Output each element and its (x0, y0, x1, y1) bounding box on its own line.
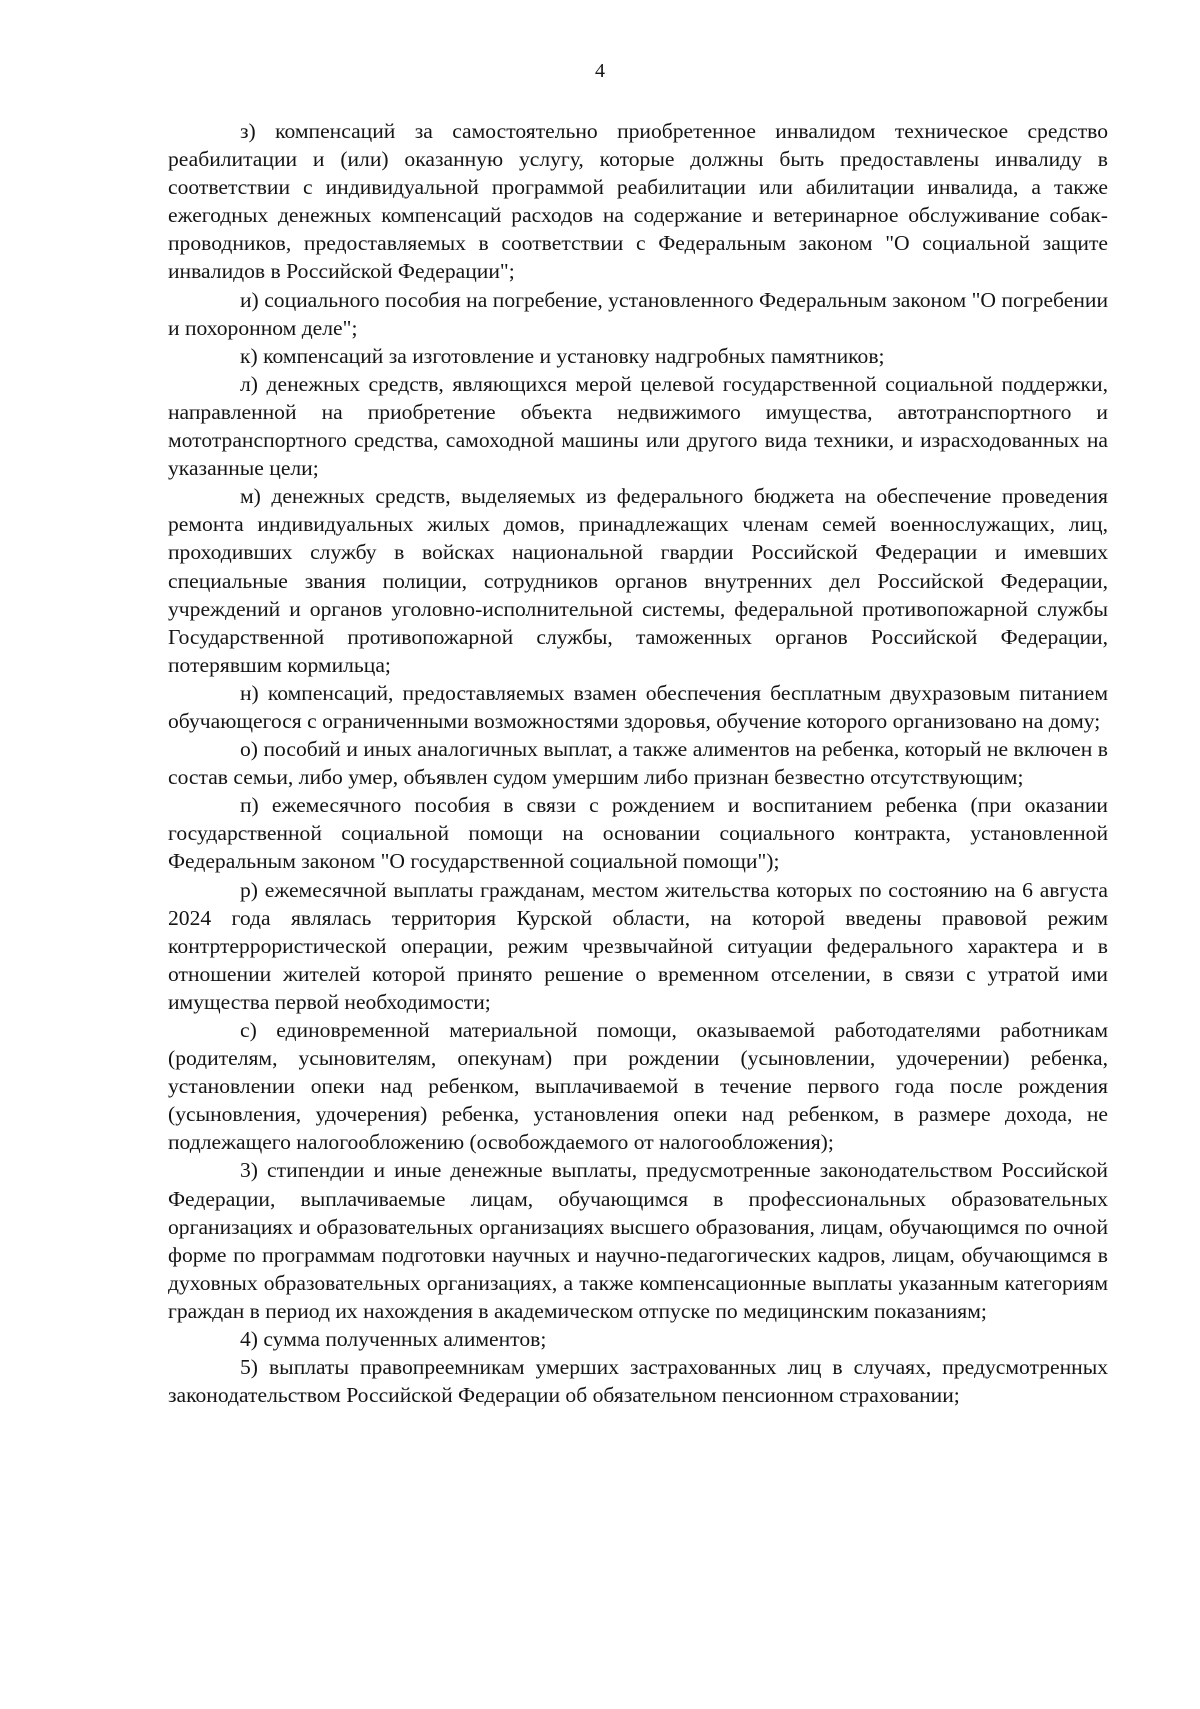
paragraph-z: з) компенсаций за самостоятельно приобретенное инвалидом техническое средство реабилитации и (или) оказанную услугу, которые должны быть предоставлены инвалиду в соответствии с индивидуальной программой реабилитации или абилитации инвалида, а также ежегодных денежных компенсаций расходов на содержание и ветеринарное обслуживание собак-проводников, предоставляемых в соответствии с Федеральным законом "О социальной защите инвалидов в Российской Федерации"; (168, 119, 1108, 284)
paragraph-s: с) единовременной материальной помощи, оказываемой работодателями работникам (родителям, усыновителям, опекунам) при рождении (усыновлении, удочерении) ребенка, установлении опеки над ребенком, выплачиваемой в течение первого года после рождения (усыновления, удочерения) ребенка, установления опеки над ребенком, в размере дохода, не подлежащего налогообложению (освобождаемого от налогообложения); (168, 1018, 1108, 1155)
paragraph-k: к) компенсаций за изготовление и установку надгробных памятников; (240, 343, 885, 368)
paragraph-p: п) ежемесячного пособия в связи с рождением и воспитанием ребенка (при оказании государственной социальной помощи на основании социального контракта, установленной Федеральным законом "О государственной социальной помощи"); (168, 793, 1108, 874)
paragraph-l: л) денежных средств, являющихся мерой целевой государственной социальной поддержки, направленной на приобретение объекта недвижимого имущества, автотранспортного и мототранспортного средства, самоходной машины или другого вида техники, и израсходованных на указанные цели; (168, 371, 1108, 481)
page-number: 4 (595, 60, 605, 82)
paragraph-i: и) социального пособия на погребение, установленного Федеральным законом "О погребении и похоронном деле"; (168, 287, 1108, 340)
paragraph-5: 5) выплаты правопреемникам умерших застрахованных лиц в случаях, предусмотренных законодательством Российской Федерации об обязательном пенсионном страховании; (168, 1355, 1108, 1408)
paragraph-n: н) компенсаций, предоставляемых взамен обеспечения бесплатным двухразовым питанием обучающегося с ограниченными возможностями здоровья, обучение которого организовано на дому; (168, 680, 1108, 733)
document-body (168, 117, 1108, 1409)
paragraph-m: м) денежных средств, выделяемых из федерального бюджета на обеспечение проведения ремонта индивидуальных жилых домов, принадлежащих членам семей военнослужащих, лиц, проходивших службу в войсках национальной гвардии Российской Федерации и имевших специальные звания полиции, сотрудников органов внутренних дел Российской Федерации, учреждений и органов уголовно-исполнительной системы, федеральной противопожарной службы Государственной противопожарной службы, таможенных органов Российской Федерации, потерявшим кормильца; (168, 484, 1108, 677)
paragraph-4: 4) сумма полученных алиментов; (240, 1327, 547, 1352)
paragraph-o: о) пособий и иных аналогичных выплат, а также алиментов на ребенка, который не включен в состав семьи, либо умер, объявлен судом умершим либо признан безвестно отсутствующим; (168, 737, 1108, 790)
paragraph-3: 3) стипендии и иные денежные выплаты, предусмотренные законодательством Российской Федерации, выплачиваемые лицам, обучающимся в профессиональных образовательных организациях и образовательных организациях высшего образования, лицам, обучающимся по очной форме по программам подготовки научных и научно-педагогических кадров, лицам, обучающимся в духовных образовательных организациях, а также компенсационные выплаты указанным категориям граждан в период их нахождения в академическом отпуске по медицинским показаниям; (168, 1158, 1108, 1323)
paragraph-r: р) ежемесячной выплаты гражданам, местом жительства которых по состоянию на 6 августа 2024 года являлась территория Курской области, на которой введены правовой режим контртеррористической операции, режим чрезвычайной ситуации федерального характера и в отношении жителей которой принято решение о временном отселении, в связи с утратой ими имущества первой необходимости; (168, 877, 1108, 1014)
